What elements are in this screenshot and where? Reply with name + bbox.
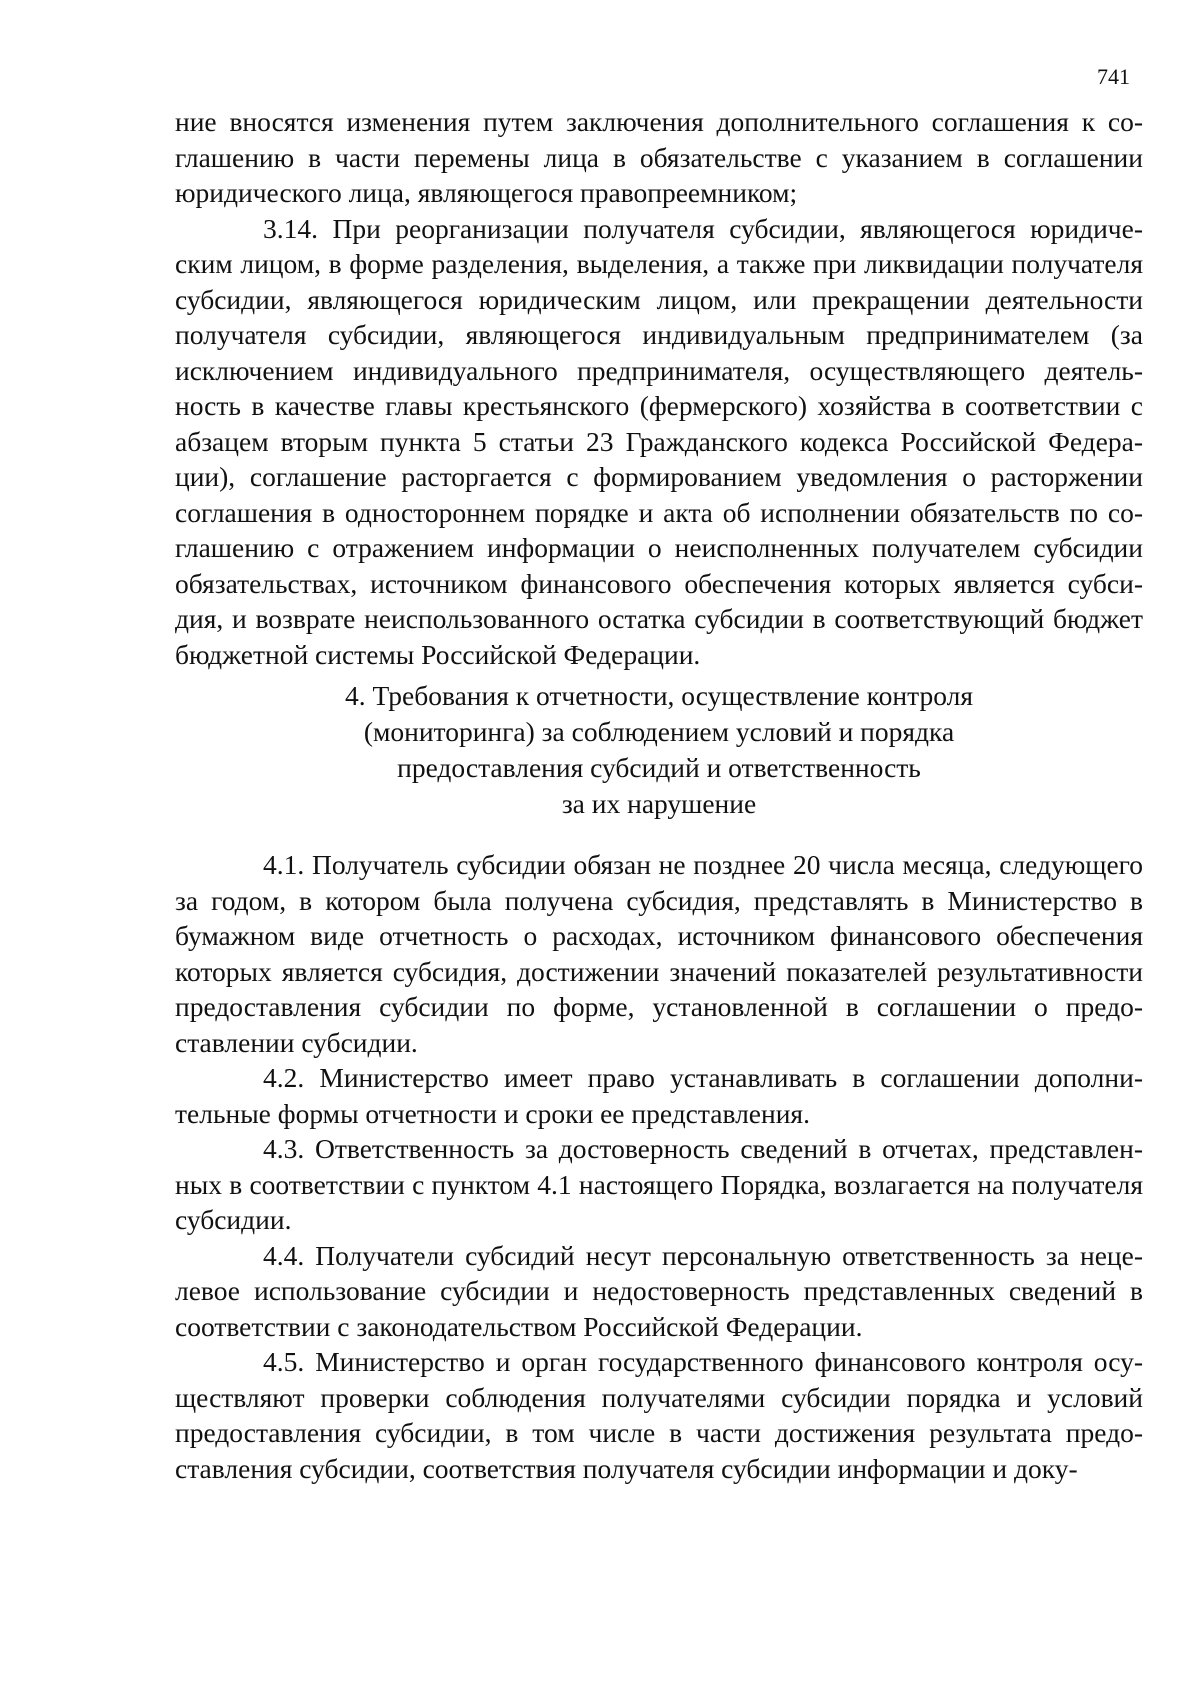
- paragraph-4-3: 4.3. Ответственность за достоверность сведений в отчетах, представленных в соответствии с пунктом 4.1 настоящего Порядка, возлагается на получателя субсидии.: [175, 1133, 1143, 1235]
- body-text-top: [175, 104, 1143, 672]
- section-heading-line: 4. Требования к отчетности, осуществление контроля: [345, 680, 973, 711]
- paragraph-3-14: 3.14. При реорганизации получателя субсидии, являющегося юридическим лицом, в форме разделения, выделения, а также при ликвидации получателя субсидии, являющегося юридическим лицом, или прекращении деятельности получателя субсидии, являющегося индивидуальным предпринимателем (за исключением индивидуального предпринимателя, осуществляющего деятельность в качестве главы крестьянского (фермерского) хозяйства в соответствии с абзацем вторым пункта 5 статьи 23 Гражданского кодекса Российской Федерации), соглашение расторгается с формированием уведомления о расторжении соглашения в одностороннем порядке и акта об исполнении обязательств по соглашению с отражением информации о неисполненных получателем субсидии обязательствах, источником финансового обеспечения которых является субсидия, и возврате неиспользованного остатка субсидии в соответствующий бюджет бюджетной системы Российской Федерации.: [175, 212, 1143, 670]
- paragraph-4-2: 4.2. Министерство имеет право устанавливать в соглашении дополнительные формы отчетности и сроки ее представления.: [175, 1062, 1143, 1129]
- section-heading-line: (мониторинга) за соблюдением условий и порядка: [363, 716, 955, 747]
- section-heading: [175, 678, 1143, 822]
- page-number: 741: [1097, 64, 1130, 89]
- paragraph-4-4: 4.4. Получатели субсидий несут персональную ответственность за нецелевое использование субсидии и недостоверность представленных сведений в соответствии с законодательством Российской Федерации.: [175, 1239, 1143, 1342]
- paragraph-4-1: 4.1. Получатель субсидии обязан не позднее 20 числа месяца, следующего за годом, в котором была получена субсидия, представлять в Министерство в бумажном виде отчетность о расходах, источником финансового обеспечения которых является субсидия, достижении значений показателей результативности предоставления субсидии по форме, установленной в соглашении о предоставлении субсидии.: [175, 849, 1143, 1058]
- section-heading-line: предоставления субсидий и ответственность: [397, 752, 921, 783]
- paragraph-4-5: 4.5. Министерство и орган государственного финансового контроля осуществляют проверки соблюдения получателями субсидии порядка и условий предоставления субсидии, в том числе в части достижения результата предоставления субсидии, соответствия получателя субсидии информации и доку-: [175, 1346, 1143, 1484]
- section-heading-line: за их нарушение: [561, 788, 757, 819]
- paragraph-continuation: ние вносятся изменения путем заключения дополнительного соглашения к соглашению в части перемены лица в обязательстве с указанием в соглашении юридического лица, являющегося правопреемником;: [175, 106, 1143, 208]
- body-text-bottom: [175, 847, 1143, 1486]
